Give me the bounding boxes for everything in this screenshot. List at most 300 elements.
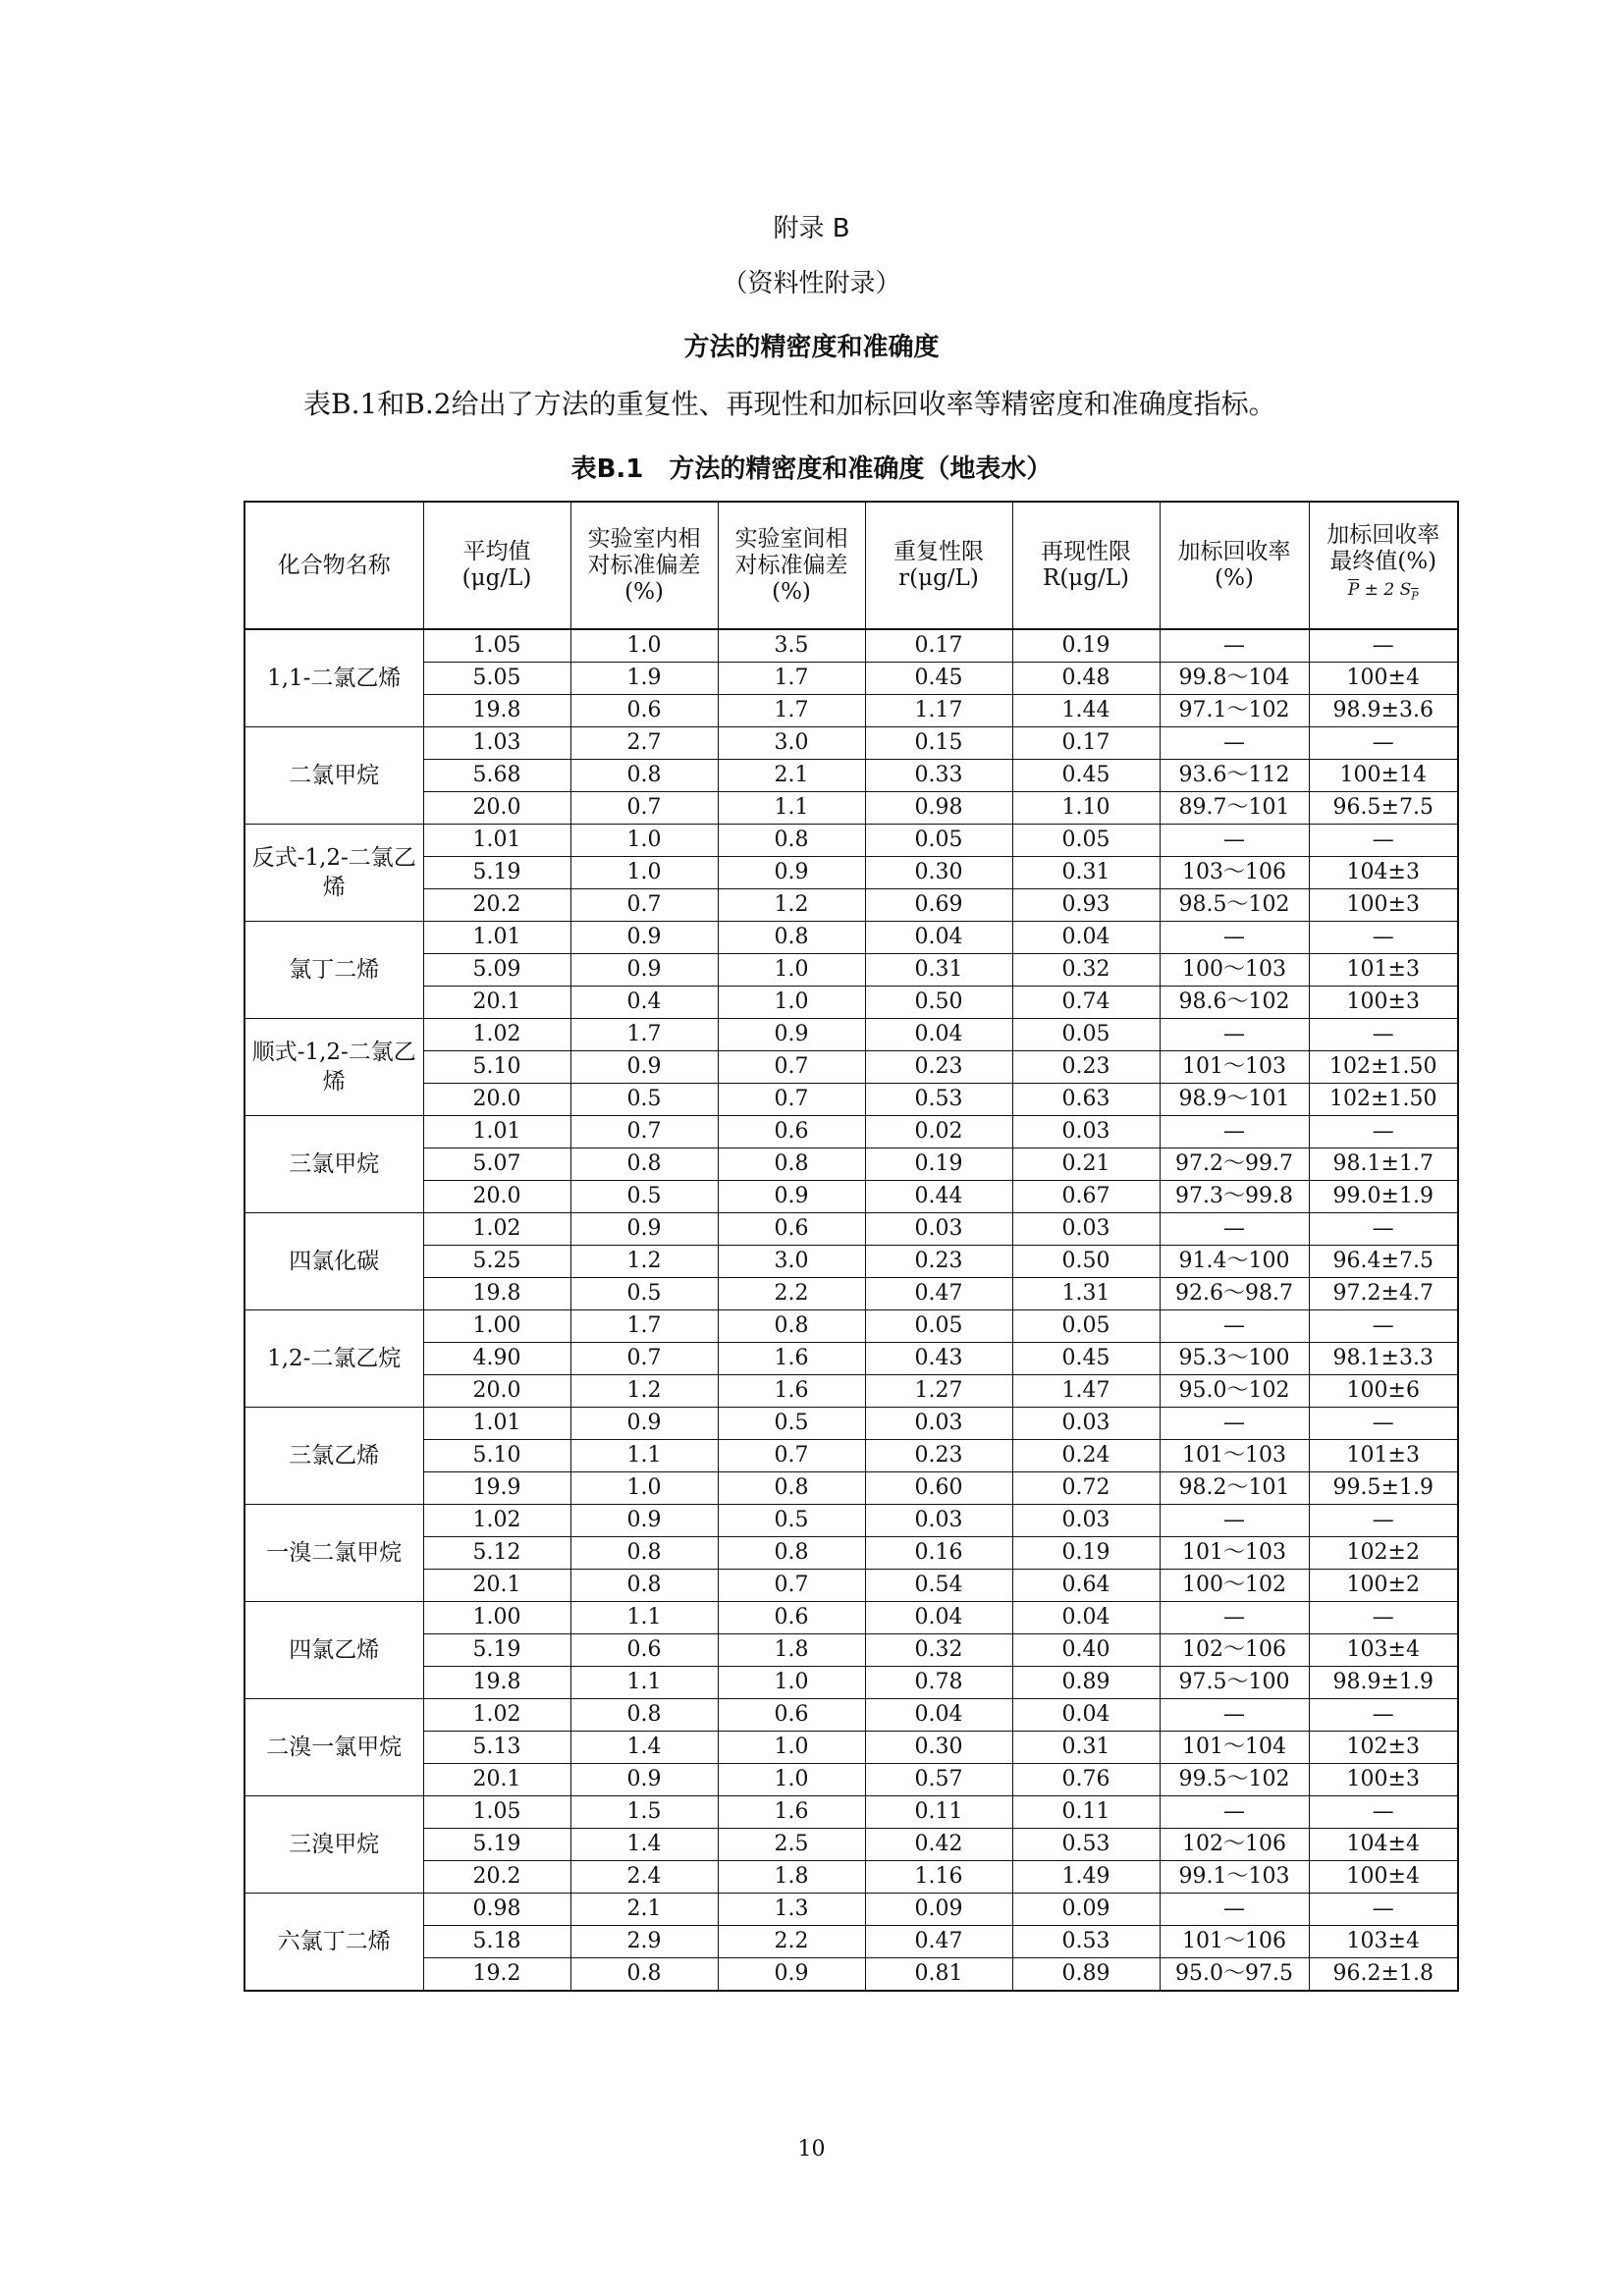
table-cell: 0.04 [865,1699,1012,1732]
table-cell: 103±4 [1309,1634,1458,1667]
table-cell: 95.0～102 [1160,1375,1309,1408]
table-cell: 98.9±3.6 [1309,695,1458,727]
table-row [244,1246,1458,1278]
table-cell: 0.31 [1012,857,1160,889]
table-cell: 98.2～101 [1160,1472,1309,1505]
table-row [244,1051,1458,1084]
table-cell: 0.8 [718,1537,865,1570]
table-cell: 20.0 [423,1181,570,1213]
table-cell: 104±3 [1309,857,1458,889]
table-cell: 96.2±1.8 [1309,1958,1458,1992]
table-cell: 1.10 [1012,792,1160,825]
table-cell: 20.2 [423,1861,570,1894]
table-cell: 1.17 [865,695,1012,727]
table-cell: 0.6 [718,1699,865,1732]
table-cell: 1.02 [423,1213,570,1246]
table-cell: 0.03 [1012,1505,1160,1537]
column-header-line: (%) [772,578,811,605]
table-cell: — [1309,1116,1458,1148]
table-row [244,1408,1458,1440]
column-header [718,502,865,629]
column-header [865,502,1012,629]
table-cell: 5.07 [423,1148,570,1181]
table-row [244,1958,1458,1992]
column-header-line: (%) [624,578,664,605]
table-cell: 2.7 [570,727,718,760]
table-cell: 0.76 [1012,1764,1160,1796]
table-cell: — [1160,1894,1309,1926]
table-cell: 101±3 [1309,1440,1458,1472]
table-row [244,1894,1458,1926]
appendix-type: （资料性附录） [722,269,901,298]
table-row [244,1732,1458,1764]
table-cell: 0.05 [1012,1019,1160,1051]
table-cell: 1.8 [718,1861,865,1894]
table-cell: 0.8 [718,1472,865,1505]
table-cell: 0.50 [1012,1246,1160,1278]
table-cell: 0.8 [570,1699,718,1732]
table-cell: 100±3 [1309,1764,1458,1796]
table-cell: 19.8 [423,1278,570,1310]
table-cell: 0.32 [865,1634,1012,1667]
table-row [244,825,1458,857]
table-cell: 0.42 [865,1829,1012,1861]
table-cell: 1.4 [570,1732,718,1764]
table-cell: 100～103 [1160,954,1309,987]
table-cell: 0.81 [865,1958,1012,1992]
table-row [244,922,1458,954]
table-cell: 100～102 [1160,1570,1309,1602]
table-cell: 0.17 [1012,727,1160,760]
table-cell: 0.45 [1012,760,1160,792]
column-header [244,502,423,629]
column-header [570,502,718,629]
table-cell: 0.9 [570,954,718,987]
table-cell: 98.5～102 [1160,889,1309,922]
table-cell: 101～103 [1160,1537,1309,1570]
table-cell: 1.05 [423,1796,570,1829]
table-cell: 0.04 [1012,1602,1160,1634]
table-cell: 0.03 [1012,1213,1160,1246]
table-cell: 99.5～102 [1160,1764,1309,1796]
table-cell: 1.16 [865,1861,1012,1894]
table-cell: 0.7 [570,1116,718,1148]
column-header-line: 加标回收率 [1326,521,1440,548]
table-cell: 0.8 [570,1537,718,1570]
table-cell: 2.9 [570,1926,718,1958]
table-cell: 1.47 [1012,1375,1160,1408]
table-cell: 0.04 [865,922,1012,954]
table-cell: 0.47 [865,1278,1012,1310]
table-cell: — [1309,1408,1458,1440]
table-cell: 0.23 [1012,1051,1160,1084]
table-row [244,1440,1458,1472]
compound-name: 二溴一氯甲烷 [244,1699,423,1796]
table-cell: 101～103 [1160,1440,1309,1472]
table-cell: 0.6 [718,1602,865,1634]
table-cell: 0.7 [570,889,718,922]
compound-name: 四氯乙烯 [244,1602,423,1699]
table-cell: 1.0 [570,629,718,663]
table-cell: 0.5 [570,1084,718,1116]
column-header-line: R(μg/L) [1043,565,1129,591]
table-cell: 98.6～102 [1160,987,1309,1019]
table-cell: 0.48 [1012,663,1160,695]
table-cell: 1.27 [865,1375,1012,1408]
column-header-line: 加标回收率 [1177,539,1291,564]
table-cell: 102±1.50 [1309,1084,1458,1116]
table-cell: 0.43 [865,1343,1012,1375]
compound-name: 二氯甲烷 [244,727,423,825]
table-row [244,1213,1458,1246]
compound-name: 三溴甲烷 [244,1796,423,1894]
table-cell: 4.90 [423,1343,570,1375]
table-cell: 92.6～98.7 [1160,1278,1309,1310]
table-cell: — [1160,727,1309,760]
table-cell: 0.53 [865,1084,1012,1116]
table-cell: 97.3～99.8 [1160,1181,1309,1213]
table-cell: 3.0 [718,727,865,760]
table-cell: 0.09 [1012,1894,1160,1926]
table-row [244,1861,1458,1894]
table-cell: 1.4 [570,1829,718,1861]
table-cell: 0.7 [718,1570,865,1602]
table-cell: 0.54 [865,1570,1012,1602]
table-cell: 103～106 [1160,857,1309,889]
table-cell: 0.5 [570,1181,718,1213]
table-cell: 0.9 [718,857,865,889]
table-cell: 1.1 [570,1602,718,1634]
table-row [244,1667,1458,1699]
table-cell: 1.0 [718,1667,865,1699]
table-cell: 1.02 [423,1699,570,1732]
table-cell: 0.31 [1012,1732,1160,1764]
table-row [244,1472,1458,1505]
column-header-line: 重复性限 [893,539,984,564]
table-cell: 0.69 [865,889,1012,922]
table-cell: 95.0～97.5 [1160,1958,1309,1992]
table-cell: 1.1 [718,792,865,825]
compound-name: 三氯乙烯 [244,1408,423,1505]
table-cell: — [1309,1019,1458,1051]
table-cell: 0.8 [570,1148,718,1181]
table-caption: 表B.1 方法的精密度和准确度（地表水） [570,454,1053,484]
table-cell: 0.04 [1012,1699,1160,1732]
compound-name: 三氯甲烷 [244,1116,423,1213]
table-cell: 101±3 [1309,954,1458,987]
table-cell: 0.03 [865,1408,1012,1440]
table-cell: 0.53 [1012,1829,1160,1861]
table-cell: 0.53 [1012,1926,1160,1958]
table-cell: 0.9 [570,1764,718,1796]
table-cell: 0.11 [1012,1796,1160,1829]
table-cell: 20.1 [423,987,570,1019]
table-cell: 0.72 [1012,1472,1160,1505]
table-cell: 102±1.50 [1309,1051,1458,1084]
table-cell: 1.02 [423,1505,570,1537]
compound-name: 氯丁二烯 [244,922,423,1019]
table-cell: 1.6 [718,1796,865,1829]
table-cell: 2.5 [718,1829,865,1861]
table-cell: — [1160,1213,1309,1246]
table-cell: — [1309,1796,1458,1829]
table-row [244,1829,1458,1861]
table-row [244,1570,1458,1602]
table-cell: 0.7 [718,1084,865,1116]
table-cell: — [1309,825,1458,857]
table-cell: 101～103 [1160,1051,1309,1084]
table-cell: 0.8 [718,922,865,954]
table-cell: — [1160,1408,1309,1440]
table-row [244,1505,1458,1537]
table-cell: 0.6 [718,1116,865,1148]
table-row [244,792,1458,825]
table-cell: 5.05 [423,663,570,695]
table-cell: 1.31 [1012,1278,1160,1310]
table-cell: 0.9 [570,1505,718,1537]
table-cell: 0.7 [718,1051,865,1084]
table-cell: 0.16 [865,1537,1012,1570]
table-cell: 0.93 [1012,889,1160,922]
table-row [244,954,1458,987]
table-cell: — [1309,1213,1458,1246]
table-cell: 100±3 [1309,987,1458,1019]
table-cell: 0.9 [570,1408,718,1440]
table-cell: 0.19 [1012,629,1160,663]
table-cell: 0.04 [865,1602,1012,1634]
table-cell: 1.01 [423,825,570,857]
table-cell: 5.25 [423,1246,570,1278]
table-cell: 1.03 [423,727,570,760]
table-cell: 1.00 [423,1310,570,1343]
column-header-line: 对标准偏差 [734,552,848,578]
table-cell: — [1160,1699,1309,1732]
table-row [244,727,1458,760]
table-cell: 0.8 [570,760,718,792]
table-cell: 0.8 [718,1310,865,1343]
table-cell: 0.7 [718,1440,865,1472]
table-cell: 0.11 [865,1796,1012,1829]
table-cell: 0.8 [570,1958,718,1992]
table-cell: 0.5 [718,1505,865,1537]
table-cell: 0.19 [1012,1537,1160,1570]
table-cell: 2.1 [718,760,865,792]
table-cell: — [1309,1699,1458,1732]
table-cell: 0.09 [865,1894,1012,1926]
table-cell: 0.6 [718,1213,865,1246]
table-cell: 1.2 [570,1246,718,1278]
table-cell: — [1160,825,1309,857]
table-cell: — [1160,1505,1309,1537]
table-cell: 98.9±1.9 [1309,1667,1458,1699]
table-cell: 1.1 [570,1440,718,1472]
table-cell: 100±2 [1309,1570,1458,1602]
table-cell: 20.0 [423,1375,570,1408]
column-header-line: 最终值(%) [1329,548,1437,574]
table-row [244,1375,1458,1408]
table-cell: 100±3 [1309,889,1458,922]
compound-name: 六氯丁二烯 [244,1894,423,1992]
table-cell: 96.5±7.5 [1309,792,1458,825]
table-cell: 0.03 [865,1505,1012,1537]
compound-name: 顺式-1,2-二氯乙烯 [244,1019,423,1116]
table-cell: 0.40 [1012,1634,1160,1667]
table-cell: — [1309,1894,1458,1926]
table-cell: 5.09 [423,954,570,987]
table-cell: 0.5 [718,1408,865,1440]
table-cell: 20.2 [423,889,570,922]
table-cell: 2.2 [718,1926,865,1958]
table-cell: 3.0 [718,1246,865,1278]
table-cell: — [1160,1796,1309,1829]
table-cell: 0.21 [1012,1148,1160,1181]
table-row [244,1084,1458,1116]
table-cell: 1.0 [570,857,718,889]
table-cell: — [1309,629,1458,663]
table-cell: 0.57 [865,1764,1012,1796]
table-cell: 0.98 [865,792,1012,825]
table-row [244,1634,1458,1667]
table-cell: 0.67 [1012,1181,1160,1213]
table-cell: 0.89 [1012,1667,1160,1699]
table-cell: 1.00 [423,1602,570,1634]
table-cell: 97.5～100 [1160,1667,1309,1699]
table-cell: 19.8 [423,1667,570,1699]
table-cell: 1.0 [718,987,865,1019]
table-cell: 0.47 [865,1926,1012,1958]
table-row [244,695,1458,727]
column-header-line: 对标准偏差 [587,552,701,578]
table-cell: 97.2～99.7 [1160,1148,1309,1181]
table-cell: 0.30 [865,1732,1012,1764]
table-cell: 1.05 [423,629,570,663]
table-cell: 1.2 [570,1375,718,1408]
table-cell: 0.44 [865,1181,1012,1213]
table-header-row [244,502,1458,629]
table-cell: 0.6 [570,1634,718,1667]
table-cell: 1.7 [570,1310,718,1343]
table-cell: 20.1 [423,1764,570,1796]
table-cell: 2.2 [718,1278,865,1310]
column-header [1160,502,1309,629]
table-cell: 0.30 [865,857,1012,889]
table-cell: 0.03 [865,1213,1012,1246]
table-cell: 102±3 [1309,1732,1458,1764]
table-cell: 0.45 [1012,1343,1160,1375]
table-cell: 0.23 [865,1051,1012,1084]
table-cell: 99.5±1.9 [1309,1472,1458,1505]
table-row [244,663,1458,695]
table-row [244,1310,1458,1343]
table-cell: 1.01 [423,1408,570,1440]
table-cell: — [1309,1602,1458,1634]
table-cell: 0.7 [570,792,718,825]
table-row [244,1116,1458,1148]
table-cell: 1.7 [718,663,865,695]
table-row [244,1537,1458,1570]
table-cell: 0.9 [718,1181,865,1213]
table-cell: 1.01 [423,922,570,954]
table-cell: 1.0 [718,954,865,987]
page-number: 10 [797,2137,826,2162]
table-cell: 0.23 [865,1440,1012,1472]
table-cell: 1.6 [718,1343,865,1375]
table-cell: 0.63 [1012,1084,1160,1116]
table-cell: 0.05 [1012,825,1160,857]
table-cell: 5.19 [423,1634,570,1667]
table-cell: 102～106 [1160,1829,1309,1861]
table-cell: 0.8 [718,825,865,857]
table-cell: 0.98 [423,1894,570,1926]
compound-name: 一溴二氯甲烷 [244,1505,423,1602]
table-cell: — [1309,727,1458,760]
table-cell: 0.05 [865,1310,1012,1343]
column-header-line: (μg/L) [461,565,532,591]
table-cell: 5.13 [423,1732,570,1764]
column-header-line: 平均值 [462,539,531,564]
table-cell: 1.6 [718,1375,865,1408]
table-row [244,1926,1458,1958]
table-cell: 0.45 [865,663,1012,695]
section-title: 方法的精密度和准确度 [683,333,940,362]
appendix-title: 附录 B [773,214,850,243]
table-row [244,1602,1458,1634]
table-row [244,1699,1458,1732]
table-cell: 91.4～100 [1160,1246,1309,1278]
table-cell: 0.02 [865,1116,1012,1148]
table-cell: — [1160,922,1309,954]
table-cell: 0.03 [1012,1408,1160,1440]
table-cell: 0.32 [1012,954,1160,987]
recovery-formula: $\overline{P} \pm 2$ $S_{\overline{P}}$ [1347,579,1419,603]
table-cell: — [1309,1505,1458,1537]
column-header-line: 化合物名称 [277,552,391,578]
table-cell: 20.1 [423,1570,570,1602]
table-cell: 104±4 [1309,1829,1458,1861]
table-cell: 5.68 [423,760,570,792]
table-cell: 1.8 [718,1634,865,1667]
compound-name: 1,1-二氯乙烯 [244,629,423,727]
table-cell: 1.9 [570,663,718,695]
table-cell: 5.10 [423,1440,570,1472]
table-cell: 100±4 [1309,663,1458,695]
table-cell: 0.31 [865,954,1012,987]
column-header [1012,502,1160,629]
table-cell: 19.8 [423,695,570,727]
table-cell: 100±4 [1309,1861,1458,1894]
table-row [244,760,1458,792]
table-cell: 5.18 [423,1926,570,1958]
table-cell: 1.3 [718,1894,865,1926]
table-cell: 98.1±3.3 [1309,1343,1458,1375]
table-cell: — [1160,1019,1309,1051]
table-cell: 20.0 [423,792,570,825]
table-cell: 0.9 [718,1019,865,1051]
table-cell: 0.8 [718,1148,865,1181]
table-cell: 2.1 [570,1894,718,1926]
table-cell: 3.5 [718,629,865,663]
table-cell: 5.19 [423,857,570,889]
table-row [244,1796,1458,1829]
table-cell: 0.78 [865,1667,1012,1699]
table-cell: 99.0±1.9 [1309,1181,1458,1213]
compound-name: 四氯化碳 [244,1213,423,1310]
table-cell: — [1160,1116,1309,1148]
table-cell: 0.15 [865,727,1012,760]
table-row [244,1764,1458,1796]
table-cell: 102±2 [1309,1537,1458,1570]
column-header [423,502,570,629]
